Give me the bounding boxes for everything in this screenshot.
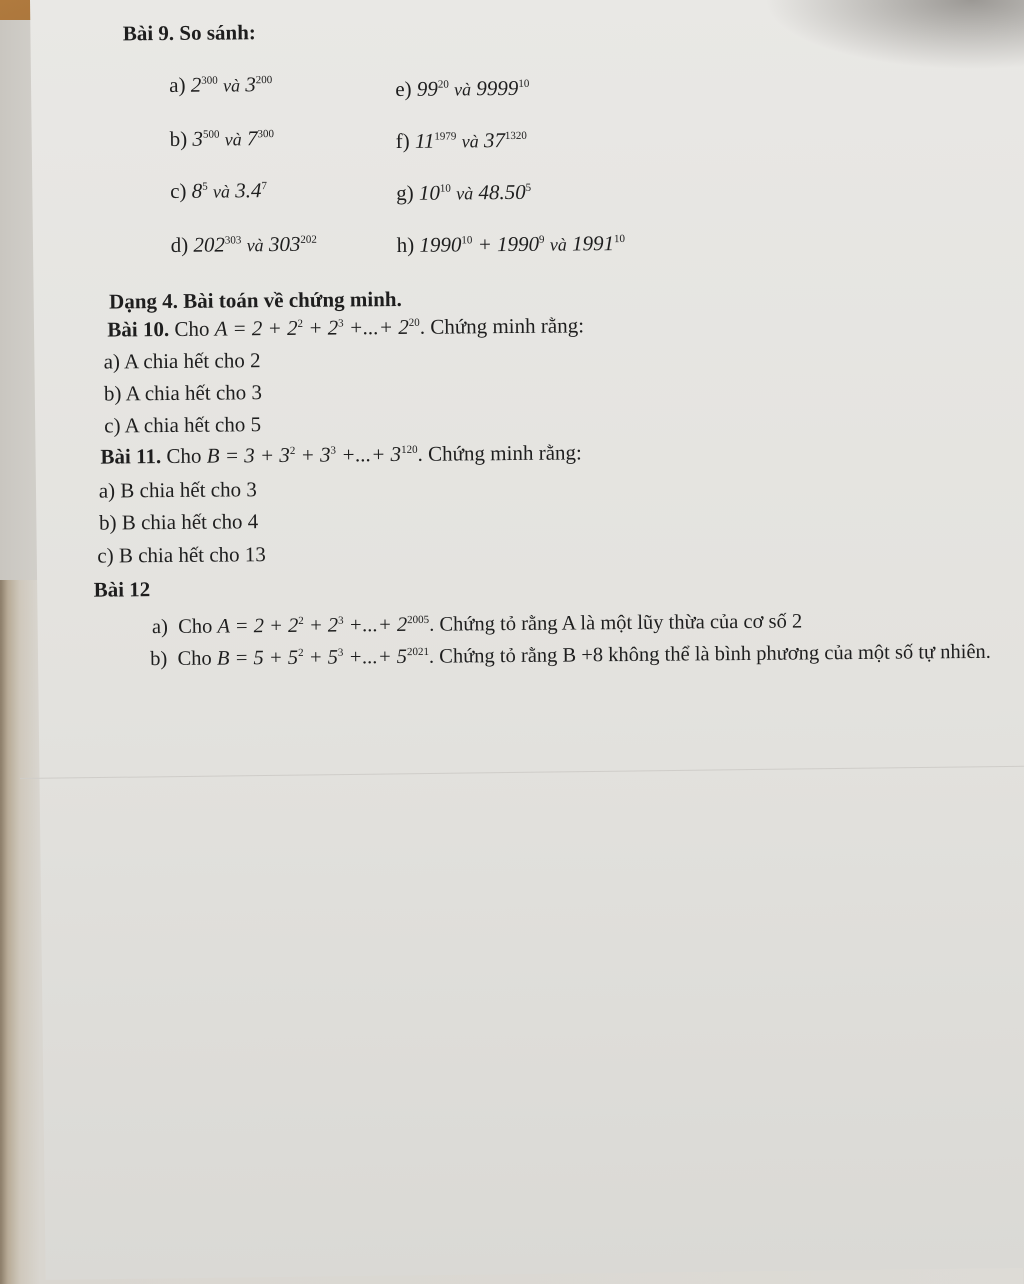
bai12-title: Bài 12: [93, 577, 151, 602]
bai10-item-a: a) A chia hết cho 2: [103, 348, 261, 374]
bai9-item-h: h) 1990$^{10}$ + 1990$^9$ và 1991$^{10}$: [396, 231, 626, 258]
bai10-item-c: c) A chia hết cho 5: [104, 412, 262, 438]
bai11-statement: Bài 11. Cho $B = 3 + 3^2 + 3^3$ +...+ $3^{120}$. Chứng minh rằng:: [100, 440, 582, 469]
bai11-item-c: c) B chia hết cho 13: [97, 542, 266, 568]
bai9-item-f: f) $11^{1979}$ và $37^{1320}$: [395, 128, 527, 154]
dang4-heading: Dạng 4. Bài toán về chứng minh.: [109, 286, 402, 314]
bai12-item-b: b) Cho $B = 5 + 5^2 + 5^3$ +...+ $5^{2021}$. Chứng tỏ rằng B +8 không thể là bình phương của một số tự nhiên.: [150, 640, 991, 671]
bai9-item-c: c) $8^5$ và $3.4^7$: [170, 178, 268, 203]
bai9-item-a: a) $2^{300}$ và $3^{200}$: [169, 72, 273, 97]
bai9-item-e: e) $99^{20}$ và 9999$^{10}$: [395, 75, 530, 102]
bai10-item-b: b) A chia hết cho 3: [103, 380, 263, 406]
bai12-item-a: a) Cho $A = 2 + 2^2 + 2^3$ +...+ $2^{2005}$. Chứng tỏ rằng A là một lũy thừa của cơ số 2: [151, 610, 803, 639]
bai11-item-b: b) B chia hết cho 4: [98, 509, 259, 535]
bai9-item-g: g) $10^{10}$ và 48.50$^5$: [396, 179, 532, 206]
bai11-item-a: a) B chia hết cho 3: [98, 477, 257, 503]
bai9-item-d: d) $202^{303}$ và $303^{202}$: [170, 231, 317, 257]
bai9-title: Bài 9. So sánh:: [122, 20, 256, 46]
bai10-statement: Bài 10. Cho $A = 2 + 2^2 + 2^3$ +...+ $2^{20}$. Chứng minh rằng:: [107, 313, 585, 342]
bai9-item-b: b) $3^{500}$ và $7^{300}$: [169, 126, 274, 151]
